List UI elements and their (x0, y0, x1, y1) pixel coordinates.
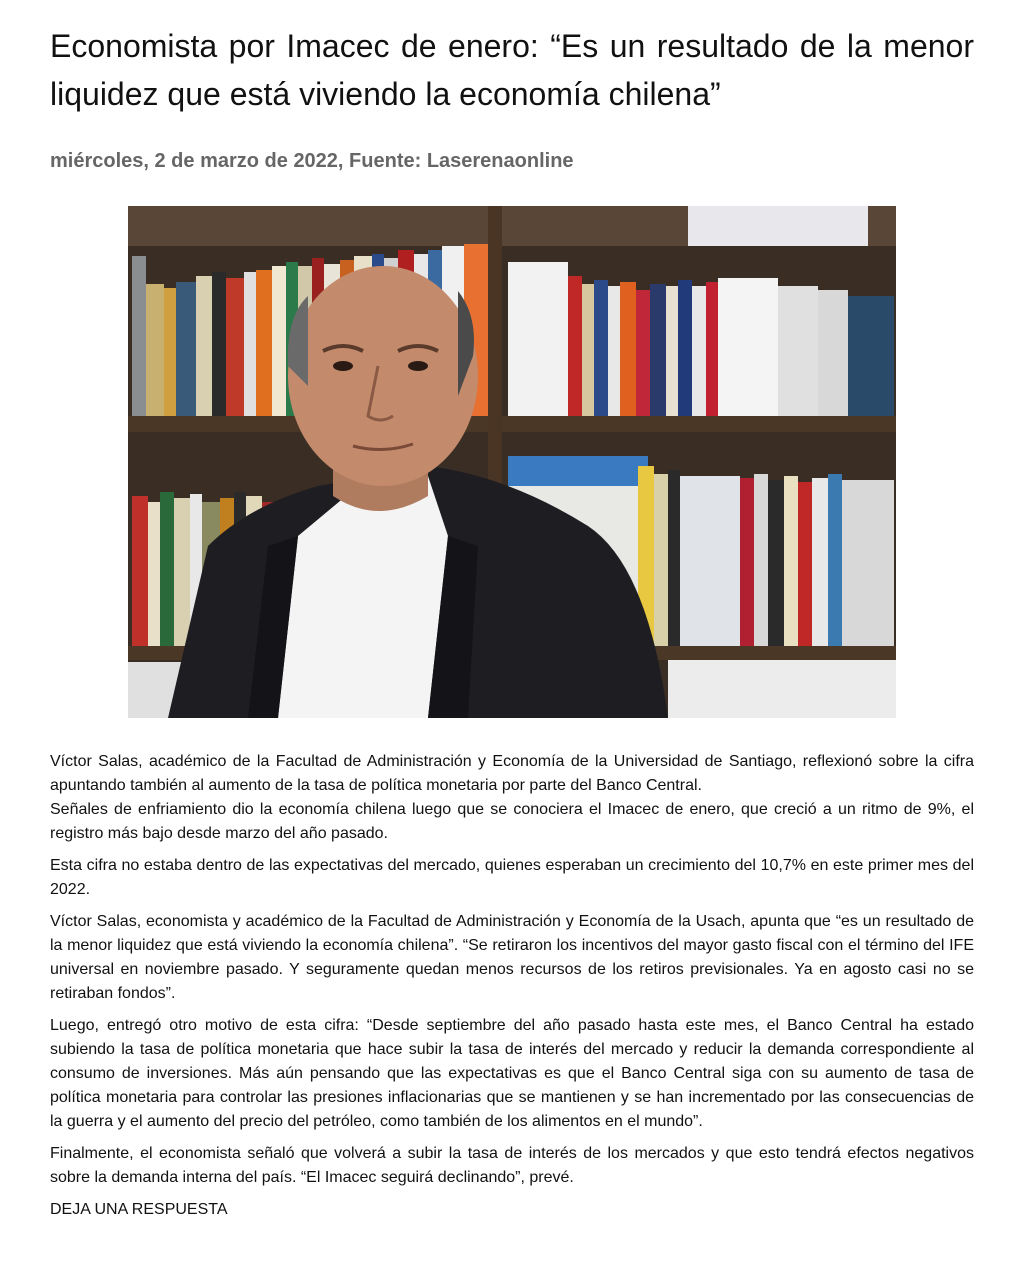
leave-reply-heading[interactable]: DEJA UNA RESPUESTA (50, 1201, 228, 1218)
article-paragraph: Víctor Salas, académico de la Facultad de Administración y Economía de la Universidad de Santiago, reflexionó sobre la cifra apuntando también al aumento de la tasa de política monetaria por parte del Banco Central. (50, 753, 974, 794)
article-paragraph: Finalmente, el economista señaló que volverá a subir la tasa de interés de los mercados y que esto tendrá efectos negativos sobre la demanda interna del país. “El Imacec seguirá declinando”, prevé. (50, 1145, 974, 1186)
article-photo (128, 206, 896, 718)
article-body (50, 750, 974, 1222)
article-paragraph: Señales de enfriamiento dio la economía chilena luego que se conociera el Imacec de enero, que creció a un ritmo de 9%, el registro más bajo desde marzo del año pasado. (50, 801, 974, 842)
article (50, 0, 974, 1222)
article-headline: Economista por Imacec de enero: “Es un resultado de la menor liquidez que está viviendo la economía chilena” (50, 28, 974, 112)
portrait-photo-icon (128, 206, 896, 718)
article-paragraph: Luego, entregó otro motivo de esta cifra: “Desde septiembre del año pasado hasta este mes, el Banco Central ha estado subiendo la tasa de política monetaria que hace subir la tasa de interés del mercado y reducir la demanda correspondiente al consumo de inversiones. Más aún pensando que las expectativas es que el Banco Central siga con su aumento de tasa de política monetaria para controlar las presiones inflacionarias que se mantienen y se han incrementado por las consecuencias de la guerra y el aumento del precio del petróleo, como también de los alimentos en el mundo”. (50, 1017, 974, 1130)
article-meta: miércoles, 2 de marzo de 2022, Fuente: Laserenaonline (50, 150, 574, 172)
article-paragraph: Víctor Salas, economista y académico de la Facultad de Administración y Economía de la Usach, apunta que “es un resultado de la menor liquidez que está viviendo la economía chilena”. “Se retiraron los incentivos del mayor gasto fiscal con el término del IFE universal en noviembre pasado. Y seguramente quedan menos recursos de los retiros previsionales. Ya en agosto casi no se retiraban fondos”. (50, 913, 974, 1002)
article-paragraph: Esta cifra no estaba dentro de las expectativas del mercado, quienes esperaban un crecimiento del 10,7% en este primer mes del 2022. (50, 857, 974, 898)
